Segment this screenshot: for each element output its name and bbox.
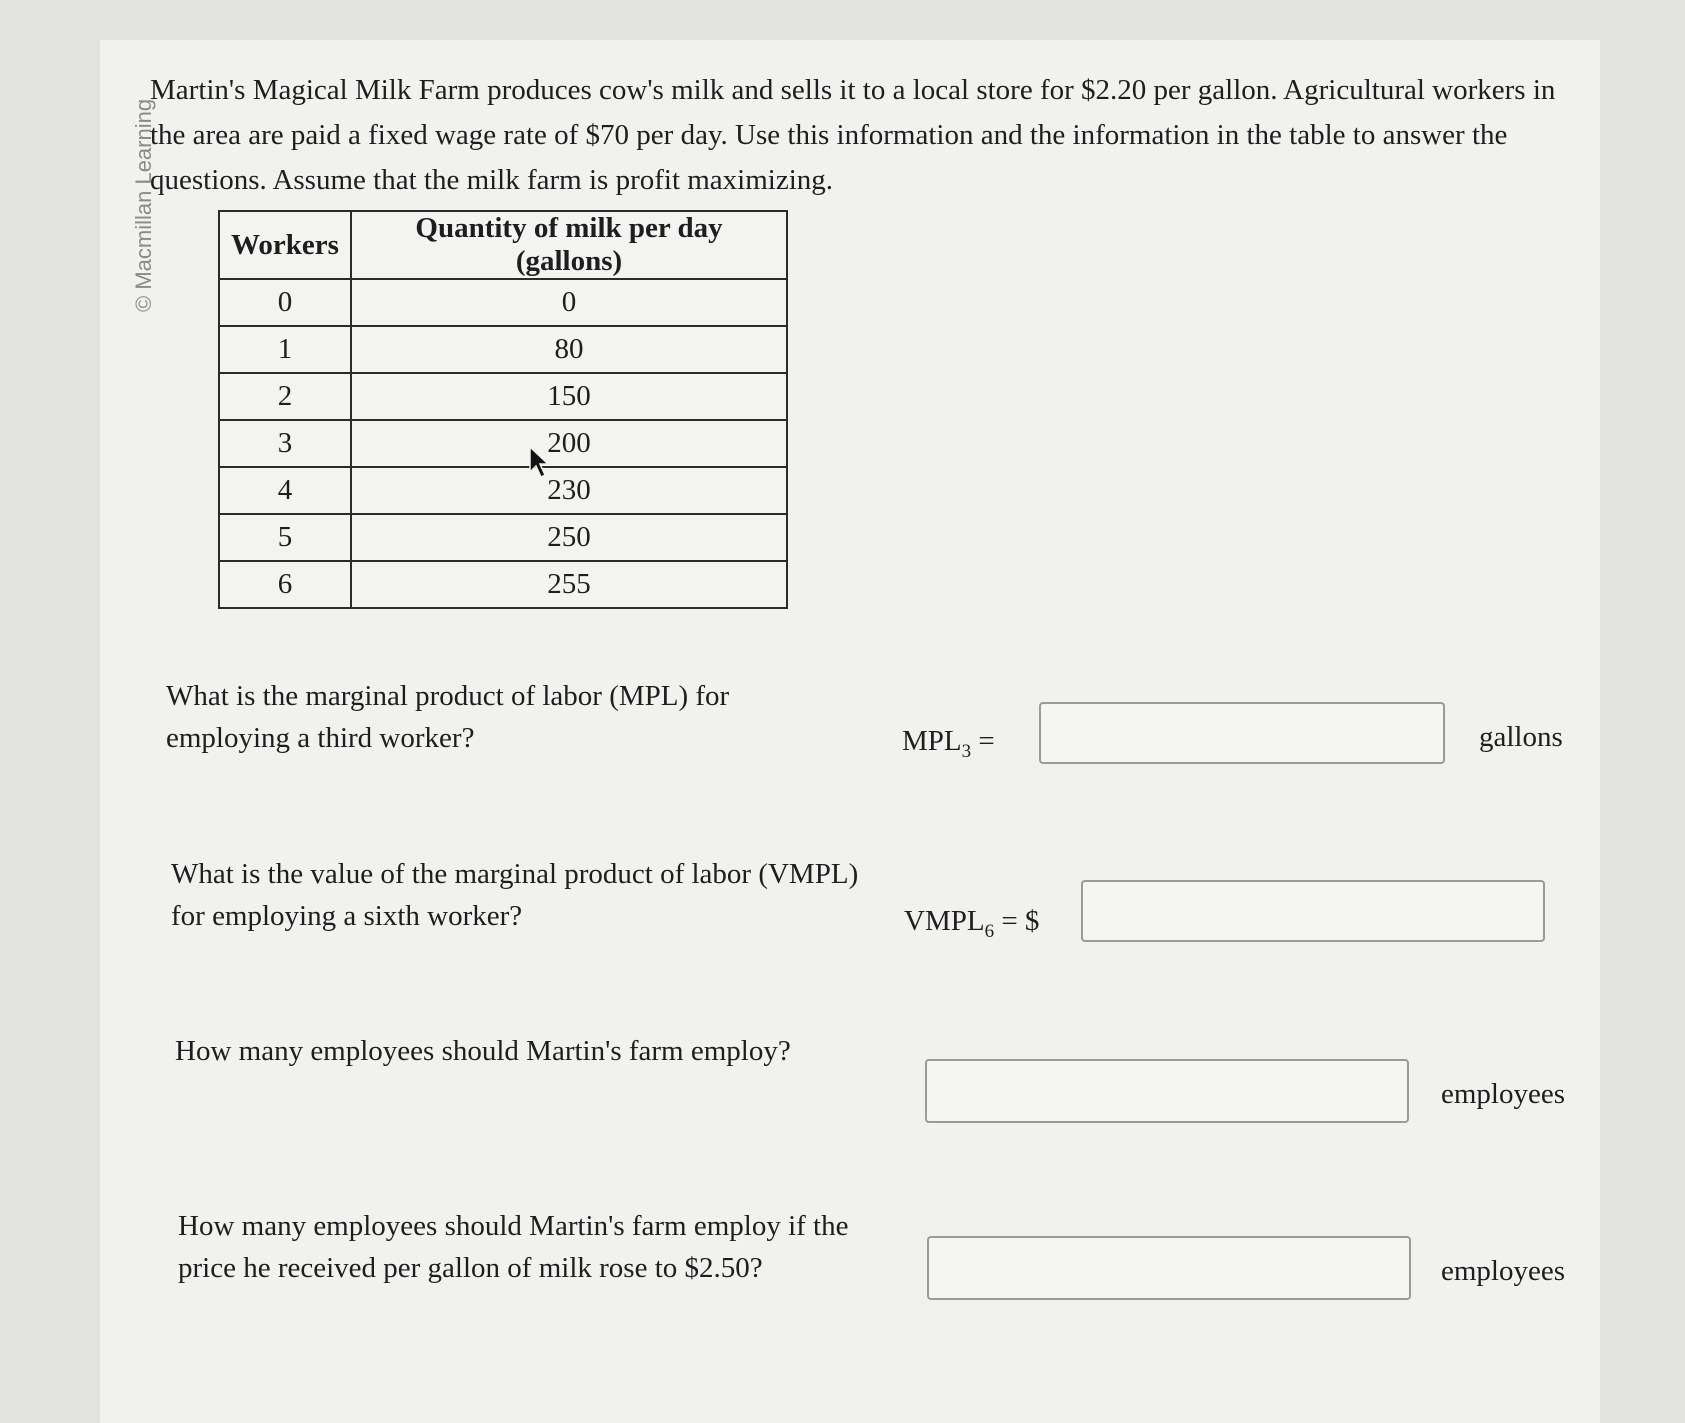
mpl-answer-input[interactable]	[1039, 702, 1445, 764]
copyright-watermark: © Macmillan Learning	[131, 98, 156, 312]
table-row	[219, 514, 787, 561]
mpl-label-text: MPL	[902, 725, 962, 757]
mpl-label-subscript: 3	[961, 740, 972, 762]
table-row	[219, 279, 787, 326]
question-mpl-text: What is the marginal product of labor (MPL) for employing a third worker?	[166, 680, 730, 754]
quantity-cell: 80	[351, 326, 787, 373]
question-employees-text: How many employees should Martin's farm employ?	[175, 1035, 791, 1067]
employees-price-answer-input[interactable]	[927, 1236, 1411, 1300]
problem-intro: Martin's Magical Milk Farm produces cow's milk and sells it to a local store for $2.20 per gallon. Agricultural workers in the area are paid a fixed wage rate of $70 per day. Use this information and the information in the table to answer the questions. Assume that the milk farm is profit maximizing.	[150, 74, 1556, 196]
header-workers: Workers	[219, 211, 351, 279]
vmpl-label	[904, 905, 1039, 943]
workers-cell: 6	[219, 561, 351, 608]
vmpl-label-subscript: 6	[984, 920, 995, 942]
workers-cell: 0	[219, 279, 351, 326]
question-employees-price-text: How many employees should Martin's farm employ if the price he received per gallon of milk rose to $2.50?	[178, 1210, 849, 1284]
header-quantity: Quantity of milk per day (gallons)	[351, 211, 787, 279]
table-row	[219, 326, 787, 373]
employees-price-unit-label: employees	[1441, 1255, 1566, 1287]
vmpl-label-equals: = $	[994, 905, 1040, 937]
table-row	[219, 467, 787, 514]
employees-unit-label: employees	[1441, 1078, 1566, 1110]
table-header-row	[219, 211, 787, 279]
quantity-cell: 250	[351, 514, 787, 561]
quantity-cell: 255	[351, 561, 787, 608]
quantity-cell: 0	[351, 279, 787, 326]
table-row	[219, 561, 787, 608]
workers-cell: 1	[219, 326, 351, 373]
question-vmpl-text: What is the value of the marginal product of labor (VMPL) for employing a sixth worker?	[171, 858, 859, 932]
vmpl-label-text: VMPL	[904, 905, 985, 937]
production-table	[218, 210, 788, 609]
mpl-unit-label: gallons	[1479, 721, 1563, 753]
employees-answer-input[interactable]	[925, 1059, 1409, 1123]
mouse-pointer-icon	[528, 446, 552, 480]
quantity-cell: 200	[351, 420, 787, 467]
quantity-cell: 230	[351, 467, 787, 514]
workers-cell: 2	[219, 373, 351, 420]
table-row	[219, 420, 787, 467]
workers-cell: 4	[219, 467, 351, 514]
table-row	[219, 373, 787, 420]
quantity-cell: 150	[351, 373, 787, 420]
mpl-label-equals: =	[971, 725, 995, 757]
vmpl-answer-input[interactable]	[1081, 880, 1545, 942]
workers-cell: 5	[219, 514, 351, 561]
mpl-label	[902, 725, 995, 763]
workers-cell: 3	[219, 420, 351, 467]
